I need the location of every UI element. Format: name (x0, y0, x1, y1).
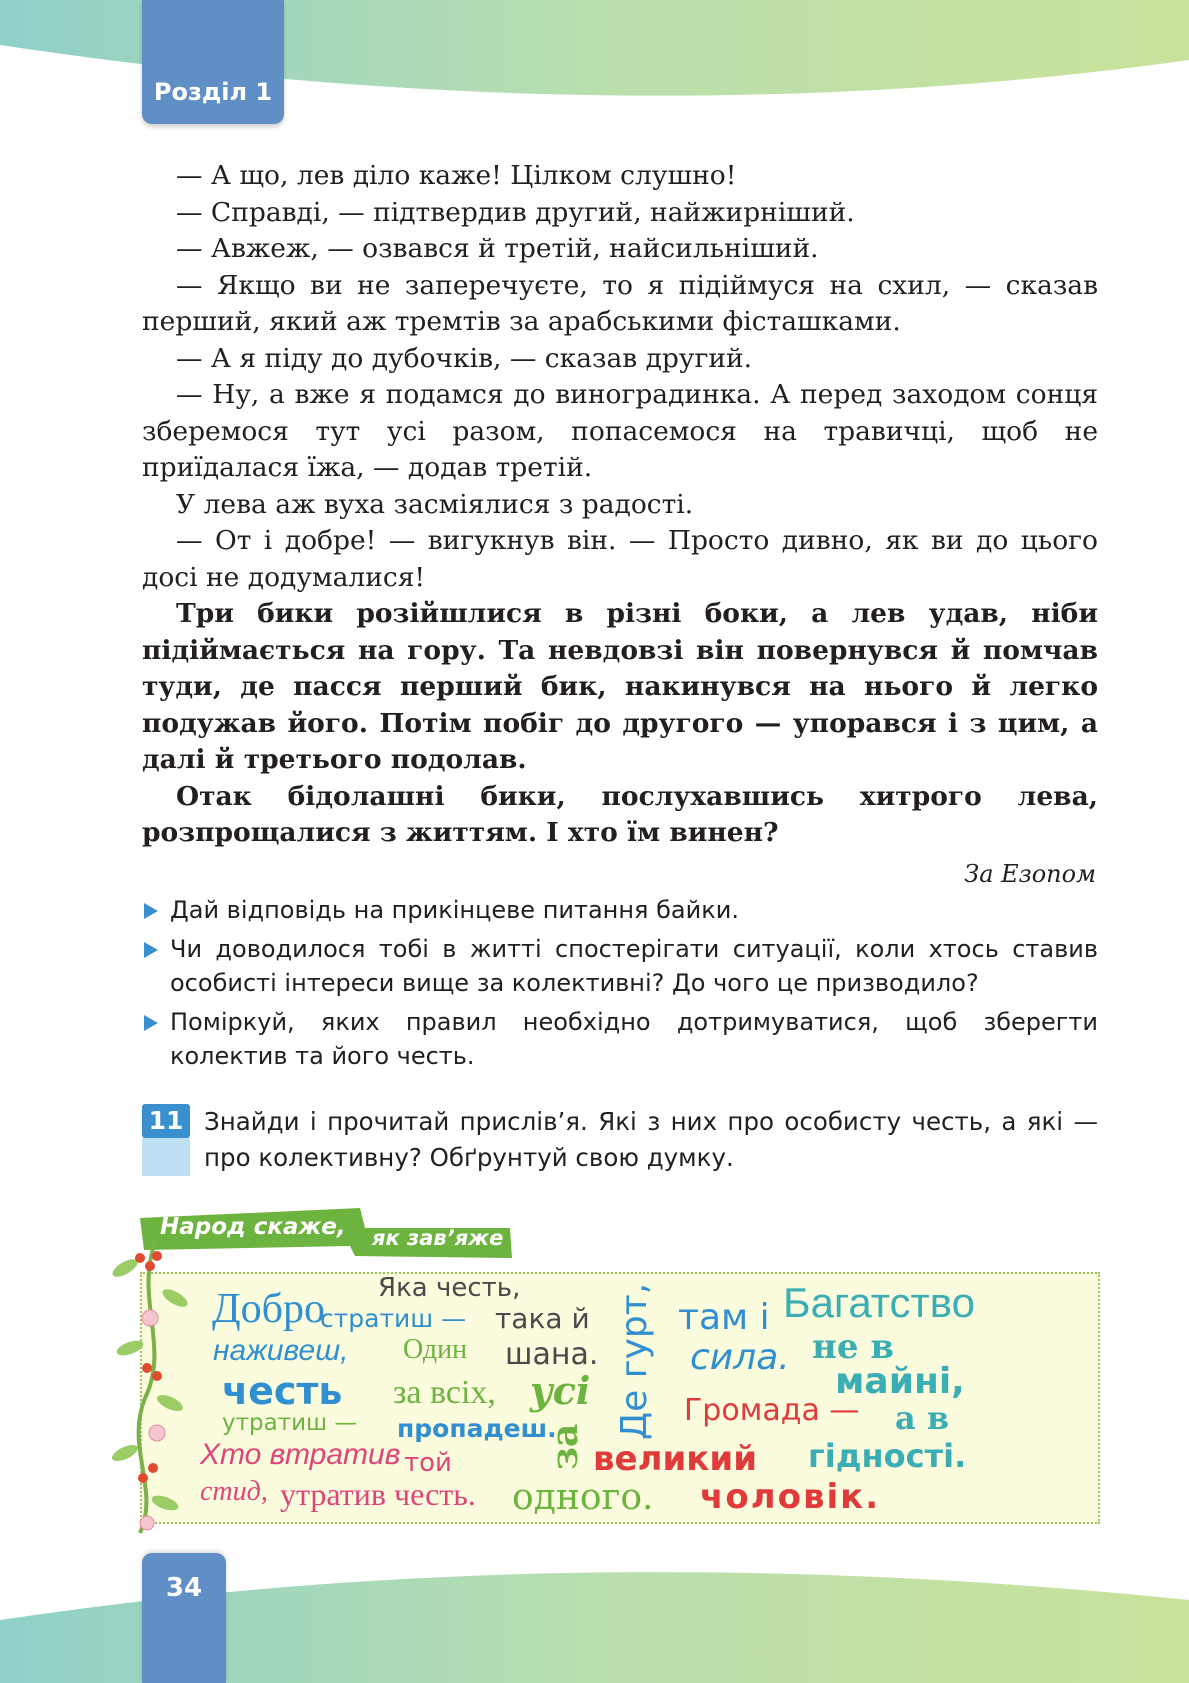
task-number: 11 (142, 1104, 190, 1138)
proverb-word: Де гурт, (614, 1282, 655, 1440)
proverb-word: сила. (690, 1337, 790, 1378)
proverb-word: великий (593, 1439, 758, 1479)
proverb-word: Добро (212, 1286, 326, 1332)
proverb-word: за (544, 1423, 586, 1470)
bullet-triangle-icon (144, 942, 158, 958)
proverb-word: той (404, 1448, 452, 1478)
proverb-word: Яка честь, (378, 1273, 521, 1303)
rowan-garland-icon (95, 1238, 205, 1538)
question-item (142, 893, 1098, 927)
story-paragraph: Три бики розійшлися в різні боки, а лев удав, ніби підіймається на гору. Та невдовзі він повернувся й помчав туди, де пасся перший бик, накинувся на нього й легко подужав його. Потім побіг до другого — упорався і з цим, а далі й третього подолав. (142, 598, 1098, 775)
question-text: Поміркуй, яких правил необхідно дотримуватися, щоб зберегти колектив та його честь. (170, 1008, 1098, 1070)
proverb-word: наживеш, (213, 1334, 349, 1367)
page-number: 34 (165, 1573, 203, 1603)
proverb-word: за всіх, (393, 1374, 496, 1411)
story-paragraph: Отак бідолашні бики, послухавшись хитрого лева, розпрощалися з життям. І хто їм винен? (142, 780, 1098, 848)
question-item (142, 1005, 1098, 1073)
proverb-word: пропадеш. (397, 1414, 557, 1443)
question-list (142, 893, 1098, 1078)
bullet-triangle-icon (144, 1015, 158, 1031)
task-number-underlay (142, 1138, 190, 1176)
proverb-word: Громада — (684, 1393, 860, 1428)
author-attribution: За Езопом (964, 860, 1096, 888)
fable-text (142, 158, 1098, 852)
question-item (142, 932, 1098, 1000)
story-paragraph: — Ну, а вже я подамся до виноградинка. А перед заходом сонця зберемося тут усі разом, попасемося на травичці, щоб не приїдалася їжа, — додав третій. (142, 379, 1098, 483)
proverb-word: майні, (835, 1361, 965, 1402)
bullet-triangle-icon (144, 903, 158, 919)
proverb-word: честь (222, 1369, 343, 1413)
story-paragraph: — Авжеж, — озвався й третій, найсильніший. (176, 233, 819, 264)
question-text: Дай відповідь на прикінцеве питання байки. (170, 896, 739, 924)
proverb-word: стид, (200, 1476, 268, 1507)
proverb-word: одного. (512, 1477, 654, 1518)
proverb-word: гідності. (808, 1437, 967, 1475)
proverb-word: Багатство (783, 1279, 975, 1326)
task-11 (142, 1104, 1098, 1176)
proverb-word: Один (403, 1334, 468, 1365)
question-text: Чи доводилося тобі в житті спостерігати ситуації, коли хтось ставив особисті інтереси вище за колективні? До чого це призводило? (170, 935, 1098, 997)
proverb-word: Хто втратив (200, 1438, 401, 1471)
story-paragraph: — От і добре! — вигукнув він. — Просто дивно, як ви до цього досі не додумалися! (142, 525, 1098, 593)
proverb-word: а в (895, 1399, 950, 1437)
proverb-word: така й (495, 1302, 590, 1335)
banner-title-part1: Народ скаже, (160, 1214, 346, 1240)
section-label: Розділ 1 (153, 78, 273, 106)
story-paragraph: У лева аж вуха засміялися з радості. (176, 488, 694, 520)
banner-title-part2: як зав’яже (372, 1226, 504, 1250)
task-text: Знайди і прочитай прислів’я. Які з них про особисту честь, а які — про колективну? Обґрунтуй свою думку. (204, 1107, 1098, 1172)
proverb-word: усі (530, 1368, 591, 1413)
proverb-word: не в (812, 1327, 894, 1367)
story-paragraph: — А що, лев діло каже! Цілком слушно! (176, 160, 737, 191)
proverb-word: утратив честь. (280, 1476, 476, 1512)
story-paragraph: — А я піду до дубочків, — сказав другий. (176, 342, 753, 374)
proverb-word: чоловік. (700, 1477, 881, 1517)
story-paragraph: — Справді, — підтвердив другий, найжирніший. (176, 196, 855, 228)
task-number-badge (142, 1104, 190, 1176)
proverb-word: там і (678, 1297, 770, 1338)
proverb-word: утратиш — (222, 1410, 358, 1436)
page-number-tab (142, 1553, 226, 1683)
story-paragraph: — Якщо ви не заперечуєте, то я підіймуся на схил, — сказав перший, який аж тремтів за арабськими фісташками. (142, 269, 1098, 337)
section-tab (142, 0, 284, 124)
proverb-word: стратиш — (320, 1304, 467, 1333)
proverb-word: шана. (505, 1337, 599, 1372)
